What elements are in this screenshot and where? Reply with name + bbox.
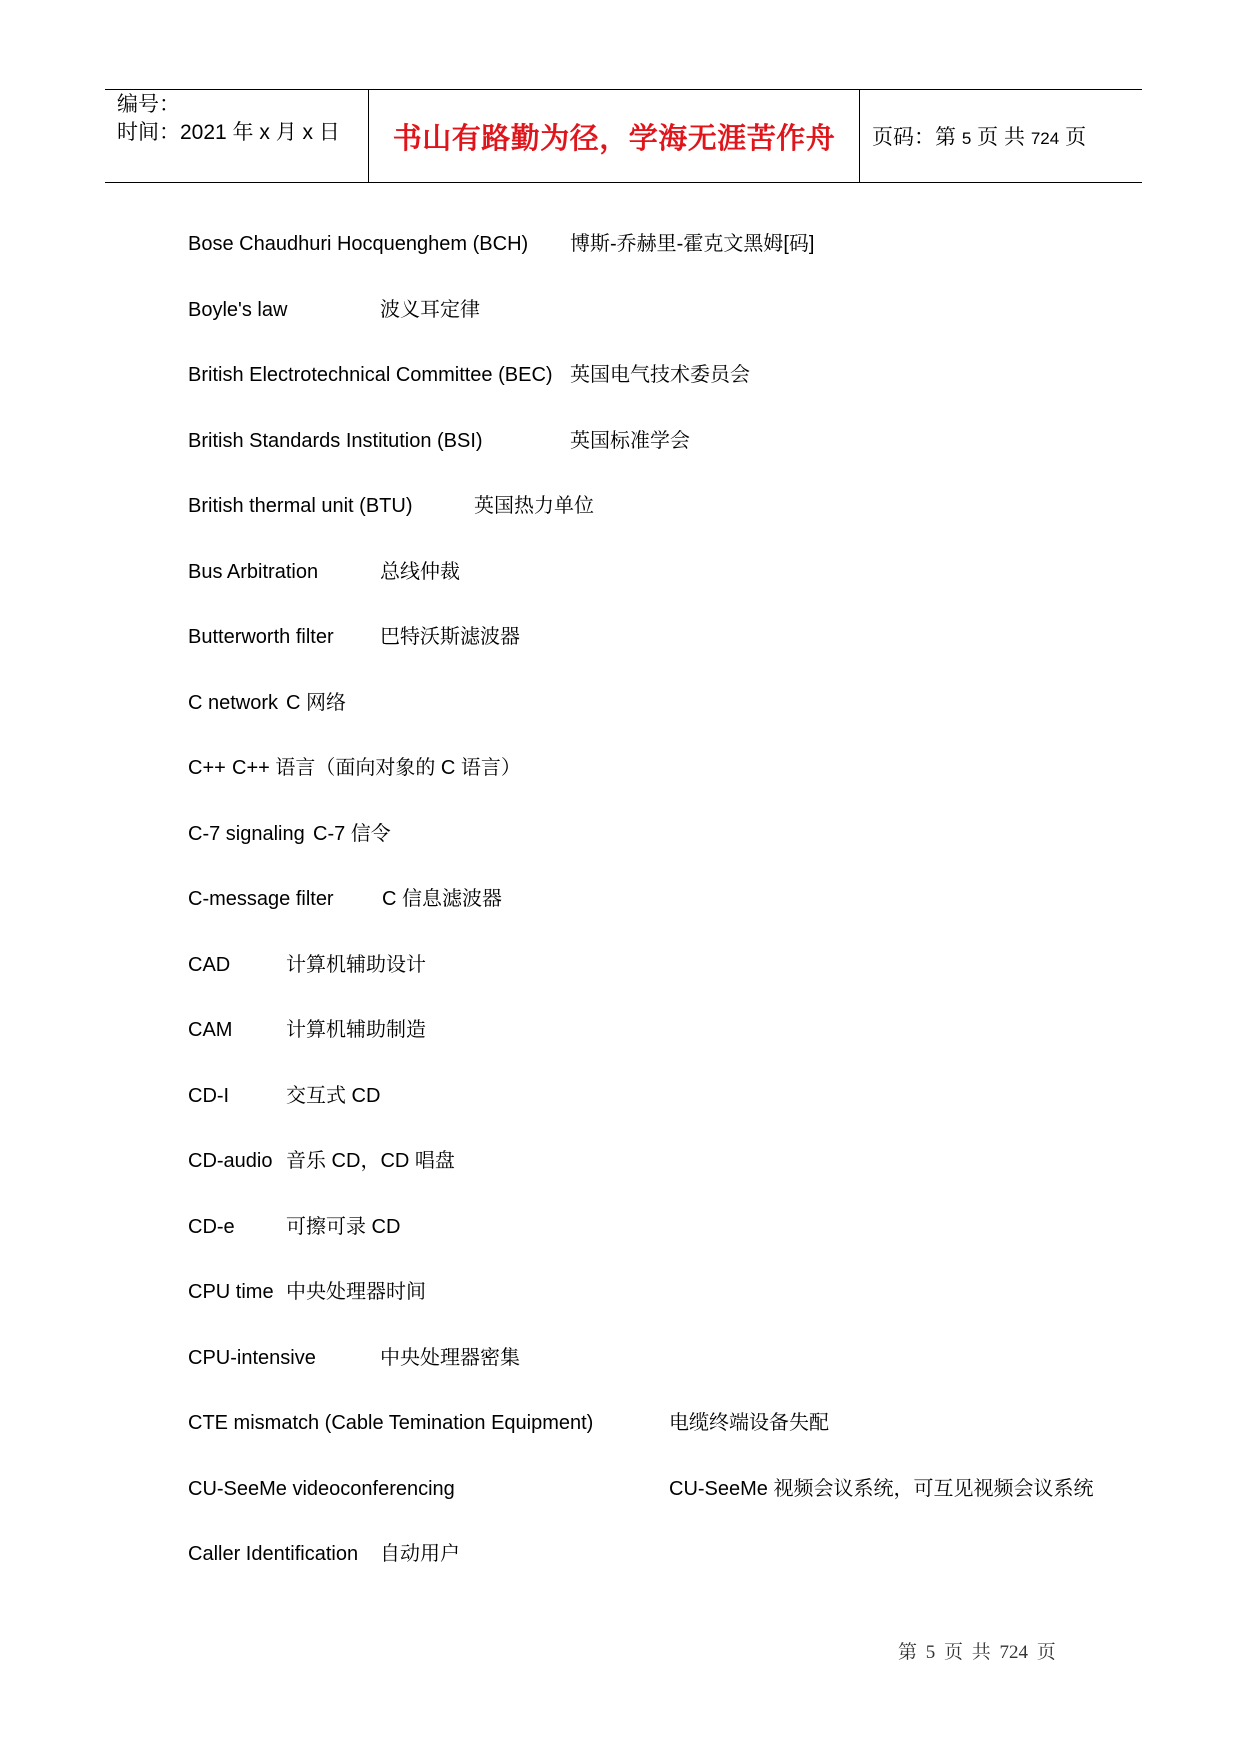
entry-term: Bus Arbitration — [188, 560, 319, 583]
glossary-list — [188, 230, 1094, 1606]
entry-term: CAM — [188, 1019, 233, 1041]
entry-term: CD-e — [188, 1215, 235, 1238]
entry-translation: 可擦可录 CD — [286, 1215, 401, 1238]
entry-term: Bose Chaudhuri Hocquenghem (BCH) — [188, 233, 529, 255]
list-item — [188, 1278, 1088, 1344]
page-total: 724 — [1030, 129, 1060, 148]
entry-term: Caller Identification — [188, 1543, 359, 1565]
entry-translation: 总线仲裁 — [380, 560, 460, 583]
list-item — [188, 1213, 1088, 1279]
entry-translation: 英国热力单位 — [474, 495, 594, 517]
entry-translation: CU-SeeMe 视频会议系统，可互见视频会议系统 — [669, 1477, 1094, 1500]
list-item — [188, 296, 1088, 362]
page-header — [105, 89, 1142, 183]
entry-term: British thermal unit (BTU) — [188, 495, 413, 517]
page-footer: 第 5 页 共 724 页 — [898, 1642, 1056, 1663]
entry-translation: 电缆终端设备失配 — [669, 1412, 829, 1434]
list-item — [188, 361, 1088, 427]
entry-translation: 中央处理器密集 — [380, 1346, 520, 1369]
list-item — [188, 1082, 1088, 1148]
page-prefix: 页码：第 — [872, 126, 956, 149]
entry-term: C-7 signaling — [188, 822, 305, 845]
list-item — [188, 427, 1088, 493]
entry-translation: 英国标准学会 — [570, 429, 690, 452]
page-indicator — [872, 121, 1086, 151]
page-middle: 页 共 — [977, 126, 1025, 149]
list-item — [188, 1016, 1088, 1082]
list-item — [188, 558, 1088, 624]
entry-translation: 计算机辅助设计 — [286, 953, 426, 976]
header-page-cell — [860, 90, 1142, 182]
list-item — [188, 820, 1088, 886]
entry-term: CD-audio — [188, 1150, 273, 1172]
entry-term: British Electrotechnical Committee (BEC) — [188, 364, 553, 386]
list-item — [188, 885, 1088, 951]
date-label: 时间：2021 年 x 月 x 日 — [117, 121, 340, 144]
list-item — [188, 951, 1088, 1017]
entry-term: CU-SeeMe videoconferencing — [188, 1477, 455, 1500]
entry-term: Boyle's law — [188, 298, 288, 321]
entry-term: CAD — [188, 953, 231, 976]
list-item — [188, 230, 1088, 296]
list-item — [188, 1540, 1088, 1606]
serial-label: 编号： — [117, 93, 180, 116]
entry-translation: C++ 语言（面向对象的 C 语言） — [232, 757, 521, 779]
entry-translation: 中央处理器时间 — [286, 1281, 426, 1303]
entry-term: CD-I — [188, 1084, 230, 1107]
list-item — [188, 1147, 1088, 1213]
entry-term: Butterworth filter — [188, 626, 334, 648]
list-item — [188, 623, 1088, 689]
entry-term: CPU time — [188, 1281, 274, 1303]
header-motto-cell — [369, 90, 860, 182]
list-item — [188, 754, 1088, 820]
header-meta-cell — [105, 90, 369, 182]
entry-translation: 巴特沃斯滤波器 — [380, 626, 520, 648]
entry-translation: 音乐 CD，CD 唱盘 — [286, 1150, 455, 1172]
entry-term: British Standards Institution (BSI) — [188, 429, 483, 452]
motto-text: 书山有路勤为径，学海无涯苦作舟 — [392, 120, 836, 155]
entry-term: C network — [188, 691, 279, 714]
list-item — [188, 689, 1088, 755]
entry-term: CTE mismatch (Cable Temination Equipment) — [188, 1412, 594, 1434]
entry-translation: C 网络 — [286, 691, 346, 714]
entry-translation: C-7 信令 — [313, 822, 391, 845]
entry-translation: 波义耳定律 — [380, 298, 480, 321]
list-item — [188, 1344, 1088, 1410]
list-item — [188, 1409, 1088, 1475]
list-item — [188, 1475, 1094, 1541]
entry-translation: 英国电气技术委员会 — [570, 364, 750, 386]
entry-translation: 交互式 CD — [286, 1084, 381, 1107]
entry-translation: C 信息滤波器 — [382, 888, 502, 910]
entry-term: C++ — [188, 757, 226, 779]
entry-translation: 自动用户 — [380, 1543, 460, 1565]
entry-term: CPU-intensive — [188, 1346, 316, 1369]
page-suffix: 页 — [1065, 126, 1087, 149]
list-item — [188, 492, 1088, 558]
entry-translation: 博斯-乔赫里-霍克文黑姆[码] — [570, 233, 815, 255]
entry-term: C-message filter — [188, 888, 334, 910]
entry-translation: 计算机辅助制造 — [286, 1019, 426, 1041]
page-number: 5 — [961, 129, 972, 148]
